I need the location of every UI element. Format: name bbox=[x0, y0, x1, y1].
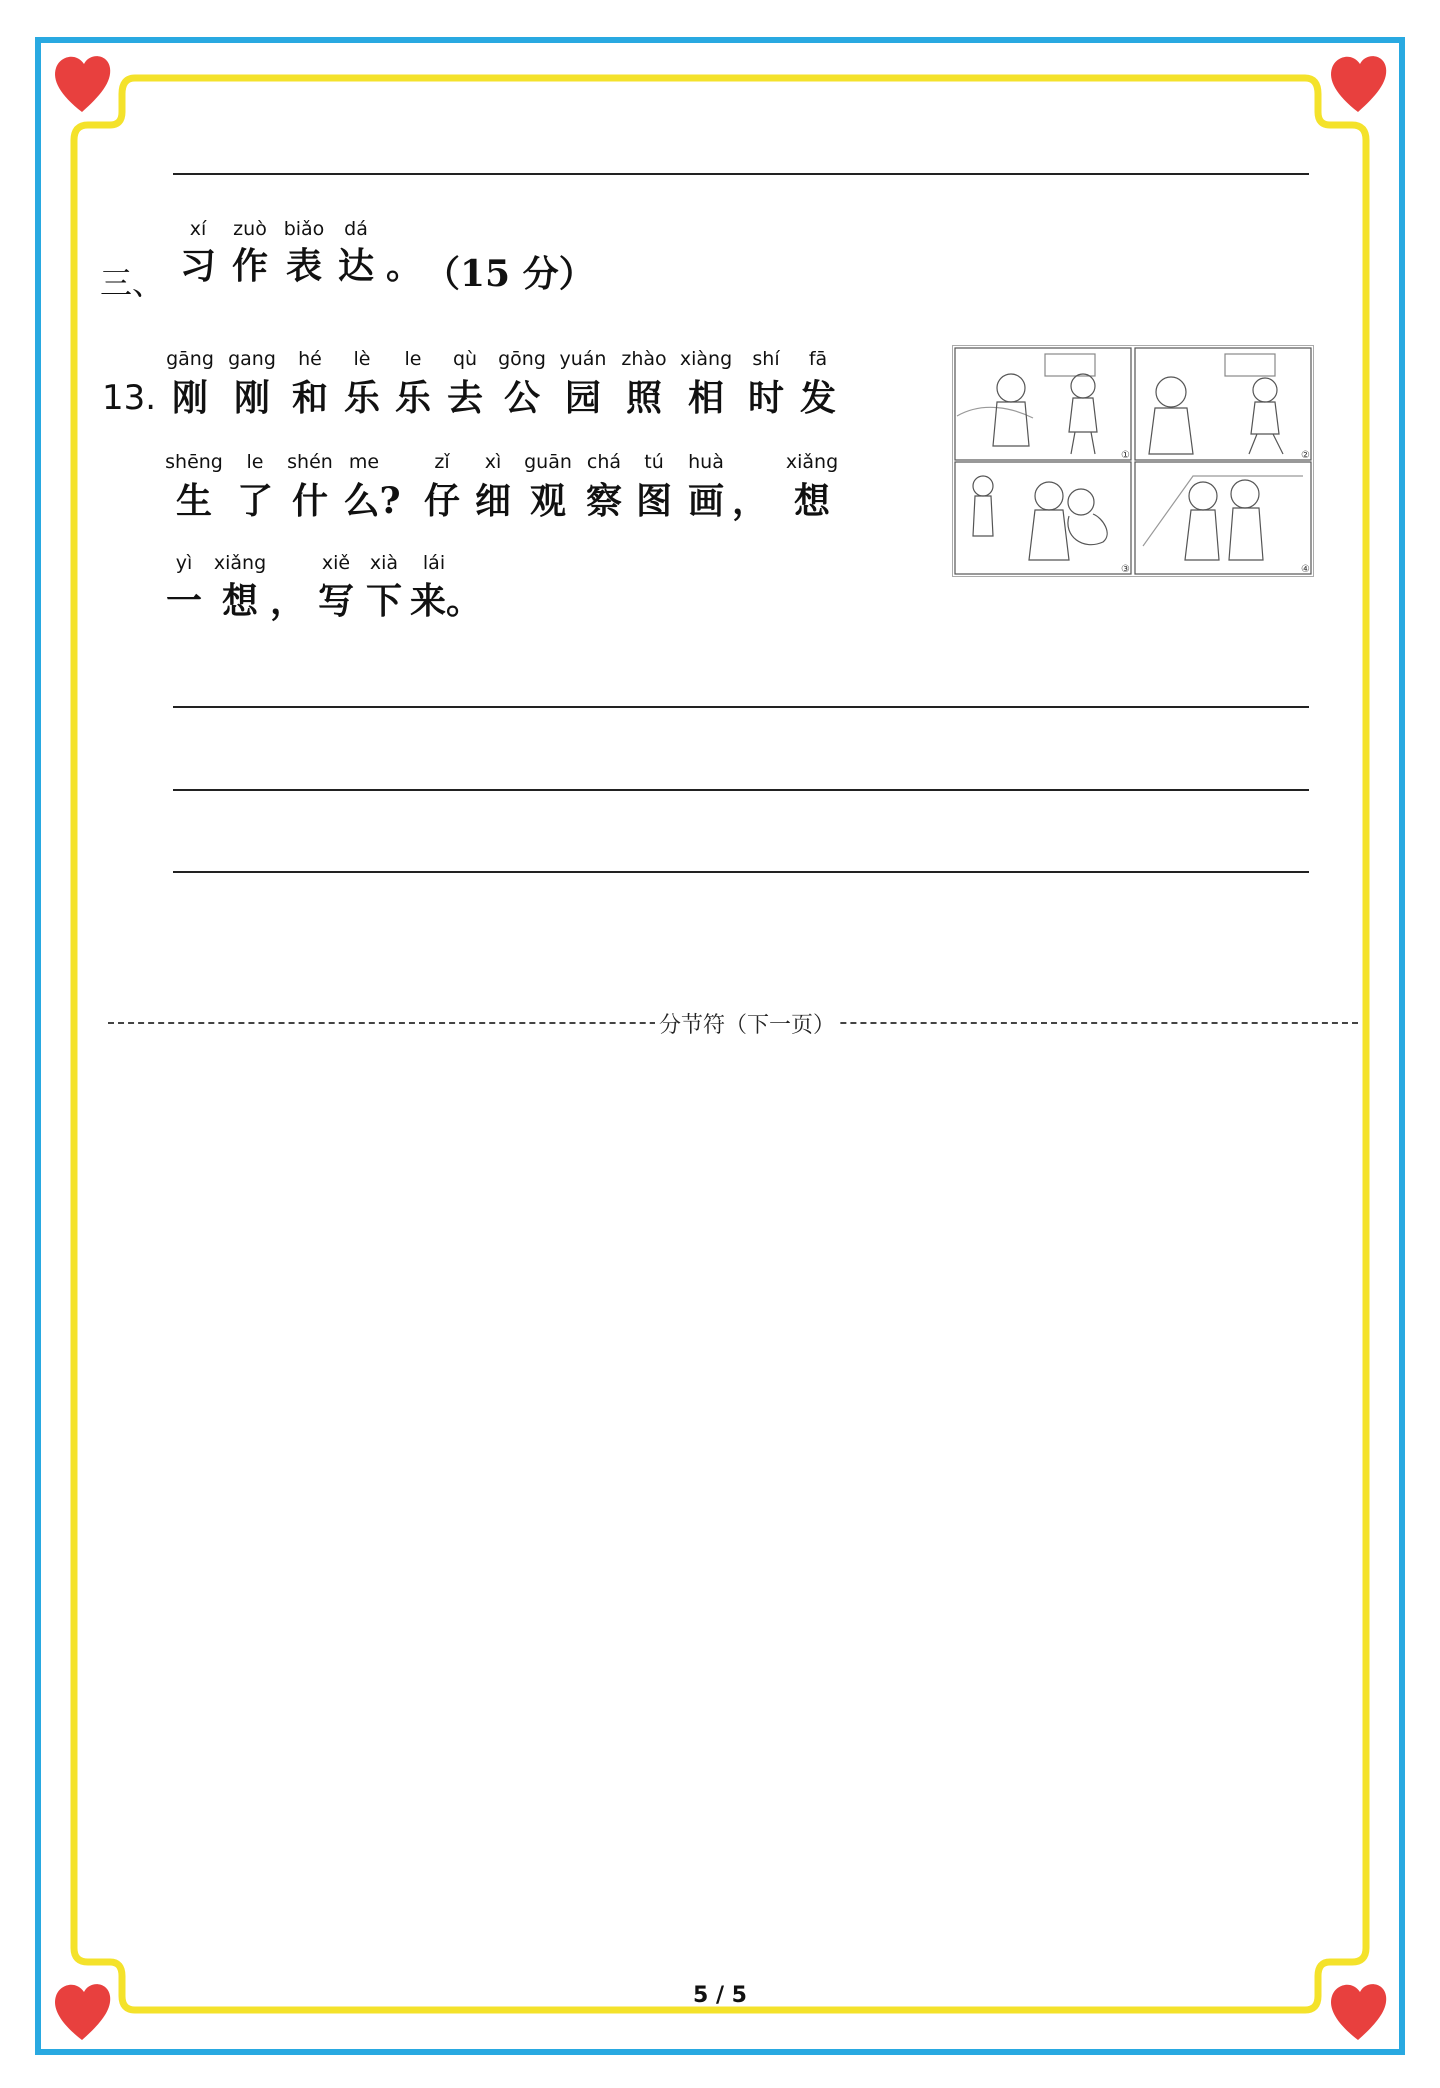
question-char: 画 bbox=[687, 480, 725, 522]
section-title-char: 习 bbox=[179, 245, 217, 287]
pinyin: me bbox=[348, 451, 380, 473]
heart-icon bbox=[1331, 1984, 1386, 2040]
pinyin: chá bbox=[586, 451, 622, 473]
pinyin: zhào bbox=[621, 348, 667, 370]
question-char: 发 bbox=[799, 377, 837, 419]
question-char: 一 bbox=[165, 580, 203, 622]
pinyin: hé bbox=[298, 348, 322, 370]
pinyin: shén bbox=[287, 451, 333, 473]
pinyin: xiǎng bbox=[213, 552, 267, 574]
question-char: 观 bbox=[529, 480, 567, 522]
pinyin: tú bbox=[644, 451, 664, 473]
pinyin: zuò bbox=[233, 218, 267, 240]
section-number: 三、 bbox=[100, 264, 165, 302]
question-char: 想 bbox=[793, 480, 831, 522]
pinyin: qù bbox=[452, 348, 478, 370]
question-char: 细 bbox=[474, 480, 512, 522]
question-char: 察 bbox=[585, 480, 623, 522]
question-char: ， bbox=[731, 480, 769, 522]
section-score: （15 分） bbox=[424, 253, 595, 295]
section-title-char: 表 bbox=[285, 245, 323, 287]
pinyin: dá bbox=[344, 218, 368, 240]
question-char: 图 bbox=[635, 480, 673, 522]
pinyin: gōng bbox=[498, 348, 546, 370]
pinyin: huà bbox=[688, 451, 724, 473]
pinyin: biǎo bbox=[283, 218, 325, 240]
comic-strip-image bbox=[952, 345, 1314, 577]
pinyin: xiǎng bbox=[785, 451, 839, 473]
pinyin: yì bbox=[175, 552, 193, 574]
section-break-label: 分节符（下一页） bbox=[655, 1008, 839, 1039]
pinyin: xì bbox=[484, 451, 502, 473]
pinyin: le bbox=[404, 348, 422, 370]
heart-icon bbox=[55, 56, 110, 112]
pinyin: xià bbox=[369, 552, 399, 574]
pinyin: yuán bbox=[559, 348, 607, 370]
question-char: 刚 bbox=[233, 377, 271, 419]
pinyin: gāng bbox=[166, 348, 214, 370]
pinyin: gang bbox=[228, 348, 276, 370]
panel-number: ① bbox=[1121, 450, 1130, 461]
pinyin: shēng bbox=[165, 451, 223, 473]
pinyin: xí bbox=[189, 218, 207, 240]
pinyin: fā bbox=[808, 348, 828, 370]
question-char: 什 bbox=[291, 480, 329, 522]
pinyin: shí bbox=[752, 348, 780, 370]
question-char: 乐 bbox=[343, 377, 381, 419]
heart-icon bbox=[55, 1984, 110, 2040]
panel-number: ② bbox=[1301, 450, 1310, 461]
pinyin: lái bbox=[422, 552, 446, 574]
question-char: 来。 bbox=[409, 580, 483, 622]
question-char: 时 bbox=[747, 377, 785, 419]
question-char: 仔 bbox=[423, 480, 461, 522]
question-char: 了 bbox=[236, 480, 274, 522]
heart-icon bbox=[1331, 56, 1386, 112]
question-char: 相 bbox=[687, 377, 725, 419]
panel-number: ③ bbox=[1121, 564, 1130, 575]
pinyin: zǐ bbox=[434, 451, 450, 473]
section-title-char: 。 bbox=[385, 245, 423, 287]
page-number: 5 / 5 bbox=[693, 1983, 747, 2008]
writing-line[interactable] bbox=[173, 706, 1309, 708]
question-char: 下 bbox=[365, 580, 403, 622]
pinyin: guān bbox=[524, 451, 572, 473]
question-char: ， bbox=[269, 580, 307, 622]
question-number: 13. bbox=[102, 378, 157, 418]
pinyin: xiě bbox=[321, 552, 351, 574]
question-char: 照 bbox=[625, 377, 663, 419]
question-char: 去 bbox=[446, 377, 484, 419]
question-char: 公 bbox=[503, 377, 541, 419]
question-char: 么? bbox=[343, 480, 401, 522]
pinyin: lè bbox=[353, 348, 371, 370]
question-char: 园 bbox=[564, 377, 602, 419]
writing-line[interactable] bbox=[173, 789, 1309, 791]
question-char: 写 bbox=[317, 580, 355, 622]
pinyin: xiàng bbox=[679, 348, 733, 370]
question-char: 想 bbox=[221, 580, 259, 622]
writing-line[interactable] bbox=[173, 173, 1309, 175]
section-title-char: 达 bbox=[337, 245, 375, 287]
section-title-char: 作 bbox=[231, 245, 269, 287]
question-char: 生 bbox=[175, 480, 213, 522]
pinyin: le bbox=[246, 451, 264, 473]
question-char: 乐 bbox=[394, 377, 432, 419]
panel-number: ④ bbox=[1301, 564, 1310, 575]
question-char: 刚 bbox=[171, 377, 209, 419]
question-char: 和 bbox=[291, 377, 329, 419]
writing-line[interactable] bbox=[173, 871, 1309, 873]
